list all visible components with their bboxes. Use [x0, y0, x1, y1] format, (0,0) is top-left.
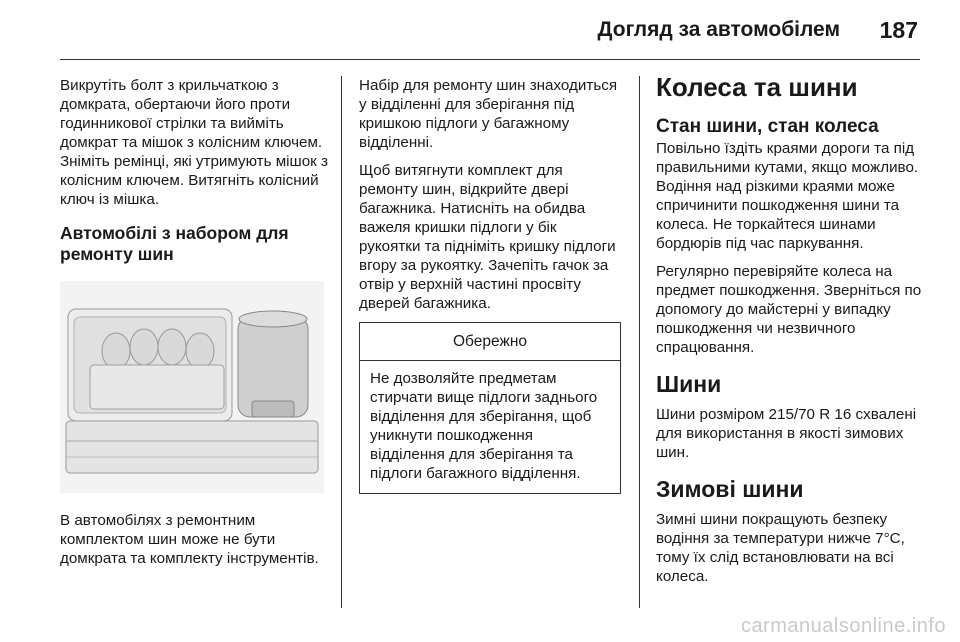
tyres-heading: Шини [656, 371, 722, 397]
tyre-condition-text-2: Регулярно перевіряйте колеса на предмет пошкодження. Зверніться по допомогу до майстерні у випадку пошкодження чи незвичного спрацювання. [656, 263, 922, 356]
tyre-condition-text-1: Повільно їздіть краями дороги та під правильними кутами, якщо можливо. Водіння над різкими краями може спричинити пошкодження шини та колеса. Не торкайтеся шинами бордюрів під час паркування. [656, 140, 919, 252]
caution-box [359, 322, 621, 494]
wheels-tyres-title: Колеса та шини [656, 72, 858, 102]
winter-tyres-text: Зимні шини покращують безпеку водіння за температури нижче 7°C, тому їх слід встановлювати на всі колеса. [656, 511, 905, 585]
repair-kit-heading: Автомобілі з набором для ремонту шин [60, 223, 289, 264]
caution-body [360, 361, 620, 493]
repair-kit-illustration [60, 281, 324, 493]
repair-kit-note: В автомобілях з ремонтним комплектом шин може не бути домкрата та комплекту інструментів. [60, 512, 319, 567]
section-title: Догляд за автомобілем [597, 18, 840, 41]
tyre-condition-heading: Стан шини, стан колеса [656, 116, 879, 137]
column-divider-right [639, 76, 640, 608]
column-left [60, 76, 330, 577]
page-number: 187 [879, 17, 918, 43]
column-divider-left [341, 76, 342, 608]
jack-removal-text: Викрутіть болт з крильчаткою з домкрата, обертаючи його проти годинникової стрілки та вийміть домкрат та мішок з колісним ключем. Зніміть ремінці, які утримують мішок з колісним ключем. Витягніть колісний ключ із мішка. [60, 77, 329, 208]
column-right [656, 72, 924, 595]
caution-title: Обережно [360, 323, 620, 361]
column-middle [359, 76, 621, 494]
winter-tyres-heading: Зимові шини [656, 476, 804, 502]
tyres-text: Шини розміром 215/70 R 16 схвалені для використання в якості зимових шин. [656, 406, 917, 461]
kit-extraction-text: Щоб витягнути комплект для ремонту шин, відкрийте двері багажника. Натисніть на обидва важеля кришки підлоги у бік рукоятки та підніміть кришку підлоги вгору за рукоятку. Зачепіть гачок за отвір у верхній частині просвіту дверей багажника. [359, 162, 616, 312]
page-header [0, 0, 960, 62]
repair-kit-drawing [60, 281, 324, 493]
header-rule [60, 59, 920, 60]
kit-location-text: Набір для ремонту шин знаходиться у відділенні для зберігання під кришкою підлоги у багажному відділенні. [359, 77, 618, 151]
watermark: carmanualsonline.info [740, 615, 946, 637]
caution-text: Не дозволяйте предметам стирчати вище підлоги заднього відділення для зберігання, щоб уникнути пошкодження відділення для зберігання та підлоги багажного відділення. [370, 370, 598, 482]
